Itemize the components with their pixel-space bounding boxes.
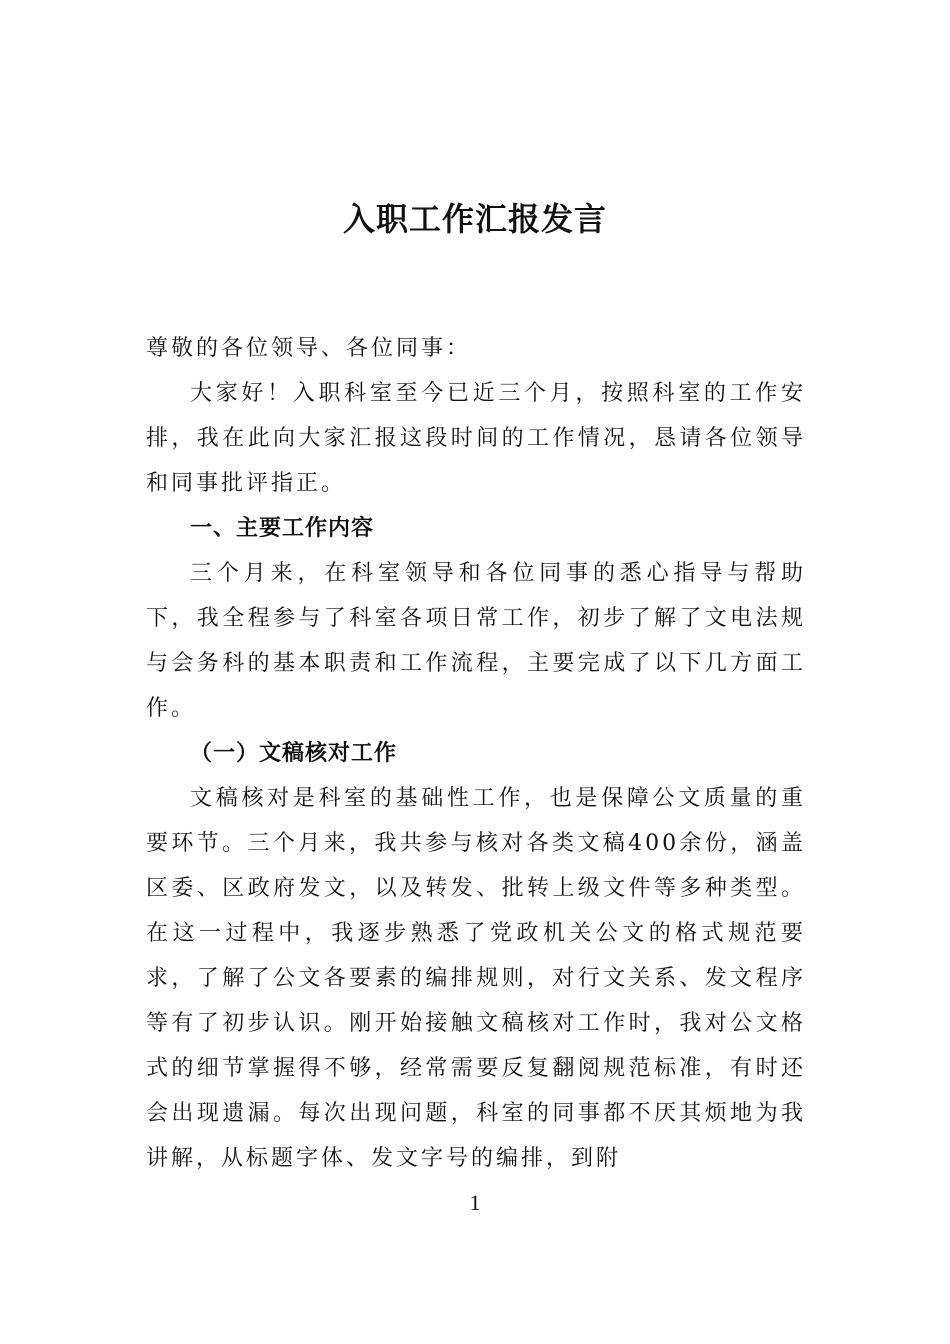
paragraph-greeting: 大家好！入职科室至今已近三个月，按照科室的工作安排，我在此向大家汇报这段时间的工作情况，恳请各位领导和同事批评指正。	[146, 381, 806, 496]
subsection-heading-proofreading: （一）文稿核对工作	[190, 740, 398, 766]
document-body	[146, 326, 806, 1181]
salutation: 尊敬的各位领导、各位同事：	[146, 336, 472, 361]
paragraph-work-overview: 三个月来，在科室领导和各位同事的悉心指导与帮助下，我全程参与了科室各项日常工作，初步了解了文电法规与会务科的基本职责和工作流程，主要完成了以下几方面工作。	[146, 561, 806, 721]
document-title: 入职工作汇报发言	[342, 200, 607, 238]
paragraph-proofreading: 文稿核对是科室的基础性工作，也是保障公文质量的重要环节。三个月来，我共参与核对各类文稿400余份，涵盖区委、区政府发文，以及转发、批转上级文件等多种类型。在这一过程中，我逐步熟悉了党政机关公文的格式规范要求，了解了公文各要素的编排规则，对行文关系、发文程序等有了初步认识。刚开始接触文稿核对工作时，我对公文格式的细节掌握得不够，经常需要反复翻阅规范标准，有时还会出现遗漏。每次出现问题，科室的同事都不厌其烦地为我讲解，从标题字体、发文字号的编排，到附	[146, 786, 806, 1171]
section-heading-main-work: 一、主要工作内容	[190, 516, 375, 541]
page-number: 1	[469, 1190, 481, 1215]
